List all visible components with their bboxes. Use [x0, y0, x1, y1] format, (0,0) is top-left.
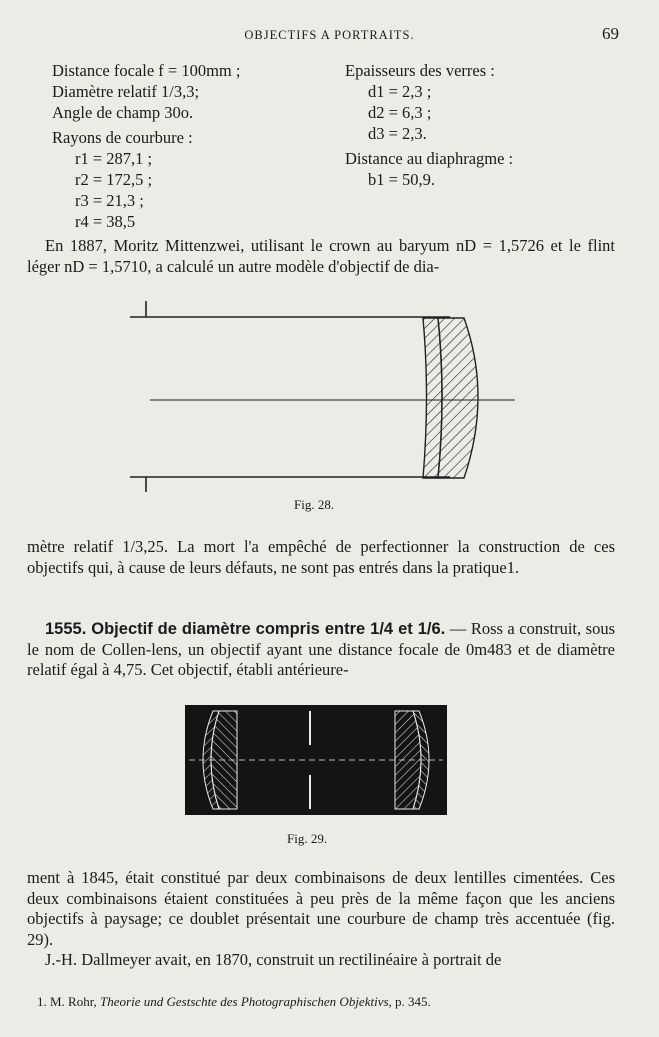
- paragraph-ross: [27, 868, 615, 971]
- figure-28-lens-front: [423, 318, 442, 478]
- section-1555: [27, 619, 615, 681]
- spec-r3: r3 = 21,3 ;: [75, 191, 144, 210]
- section-heading: 1555. Objectif de diamètre compris entre 1/4 et 1/6.: [45, 620, 446, 638]
- figure-28-diagram: [120, 296, 520, 496]
- spec-diaphragm-heading: Distance au diaphragme :: [345, 149, 514, 168]
- paragraph-perfectionner: [27, 537, 615, 578]
- paragraph-dallmeyer: J.-H. Dallmeyer avait, en 1870, construit un rectilinéaire à portrait de: [45, 950, 502, 969]
- running-header: OBJECTIFS A PORTRAITS.: [244, 28, 415, 42]
- figure-29-diaphragm-bottom: [309, 775, 311, 809]
- specs-left-column: [52, 60, 240, 232]
- footnote-author: M. Rohr,: [50, 994, 97, 1009]
- figure-29-left-lens-inner: [211, 711, 237, 809]
- spec-radii-heading: Rayons de courbure :: [52, 128, 193, 147]
- spec-d3: d3 = 2,3.: [368, 124, 427, 143]
- footnote-title: Theorie und Gestschte des Photographischen Objektivs,: [100, 994, 392, 1009]
- spec-focal-length: Distance focale f = 100mm ;: [52, 61, 241, 80]
- spec-b1: b1 = 50,9.: [368, 170, 436, 189]
- spec-r4: r4 = 38,5: [75, 212, 136, 231]
- spec-thickness-heading: Epaisseurs des verres :: [345, 61, 495, 80]
- specs-right-column: [345, 60, 513, 190]
- spec-relative-diameter: Diamètre relatif 1/3,3;: [52, 82, 200, 101]
- page-number: 69: [602, 24, 619, 43]
- spec-r1: r1 = 287,1 ;: [75, 149, 153, 168]
- spec-r2: r2 = 172,5 ;: [75, 170, 153, 189]
- figure-28-lens-back: [438, 318, 478, 478]
- figure-29-caption: Fig. 29.: [287, 831, 328, 846]
- figure-29-diagram: [185, 705, 447, 815]
- paragraph-text: ment à 1845, était constitué par deux combinaisons de deux lentilles cimentées. Ces deux combinaisons étaient constituées à peu près de la même façon que les anciens objectifs à paysage; ce doublet présentait une courbure de champ très accentuée (fig. 29).: [27, 868, 615, 949]
- spec-field-angle: Angle de champ 30o.: [52, 103, 194, 122]
- section-text: — Ross a construit, sous le nom de Collen-lens, un objectif ayant une distance focale de 0m483 et de diamètre relatif égal à 4,75. Cet objectif, établi antérieure-: [27, 619, 616, 679]
- figure-28-caption: Fig. 28.: [294, 497, 335, 512]
- paragraph-text: mètre relatif 1/3,25. La mort l'a empêché de perfectionner la construction de ces objectifs qui, à cause de leurs défauts, ne sont pas entrés dans la pratique1.: [27, 537, 615, 577]
- spec-d1: d1 = 2,3 ;: [368, 82, 432, 101]
- figure-29-diaphragm-top: [309, 711, 311, 745]
- spec-d2: d2 = 6,3 ;: [368, 103, 432, 122]
- paragraph-text: En 1887, Moritz Mittenzwei, utilisant le crown au baryum nD = 1,5726 et le flint léger nD = 1,5710, a calculé un autre modèle d'objectif de dia-: [27, 236, 615, 276]
- paragraph-mittenzwei: [27, 236, 615, 277]
- footnote-page: p. 345.: [395, 994, 431, 1009]
- footnote-number: 1.: [37, 994, 47, 1009]
- footnote: [37, 994, 431, 1010]
